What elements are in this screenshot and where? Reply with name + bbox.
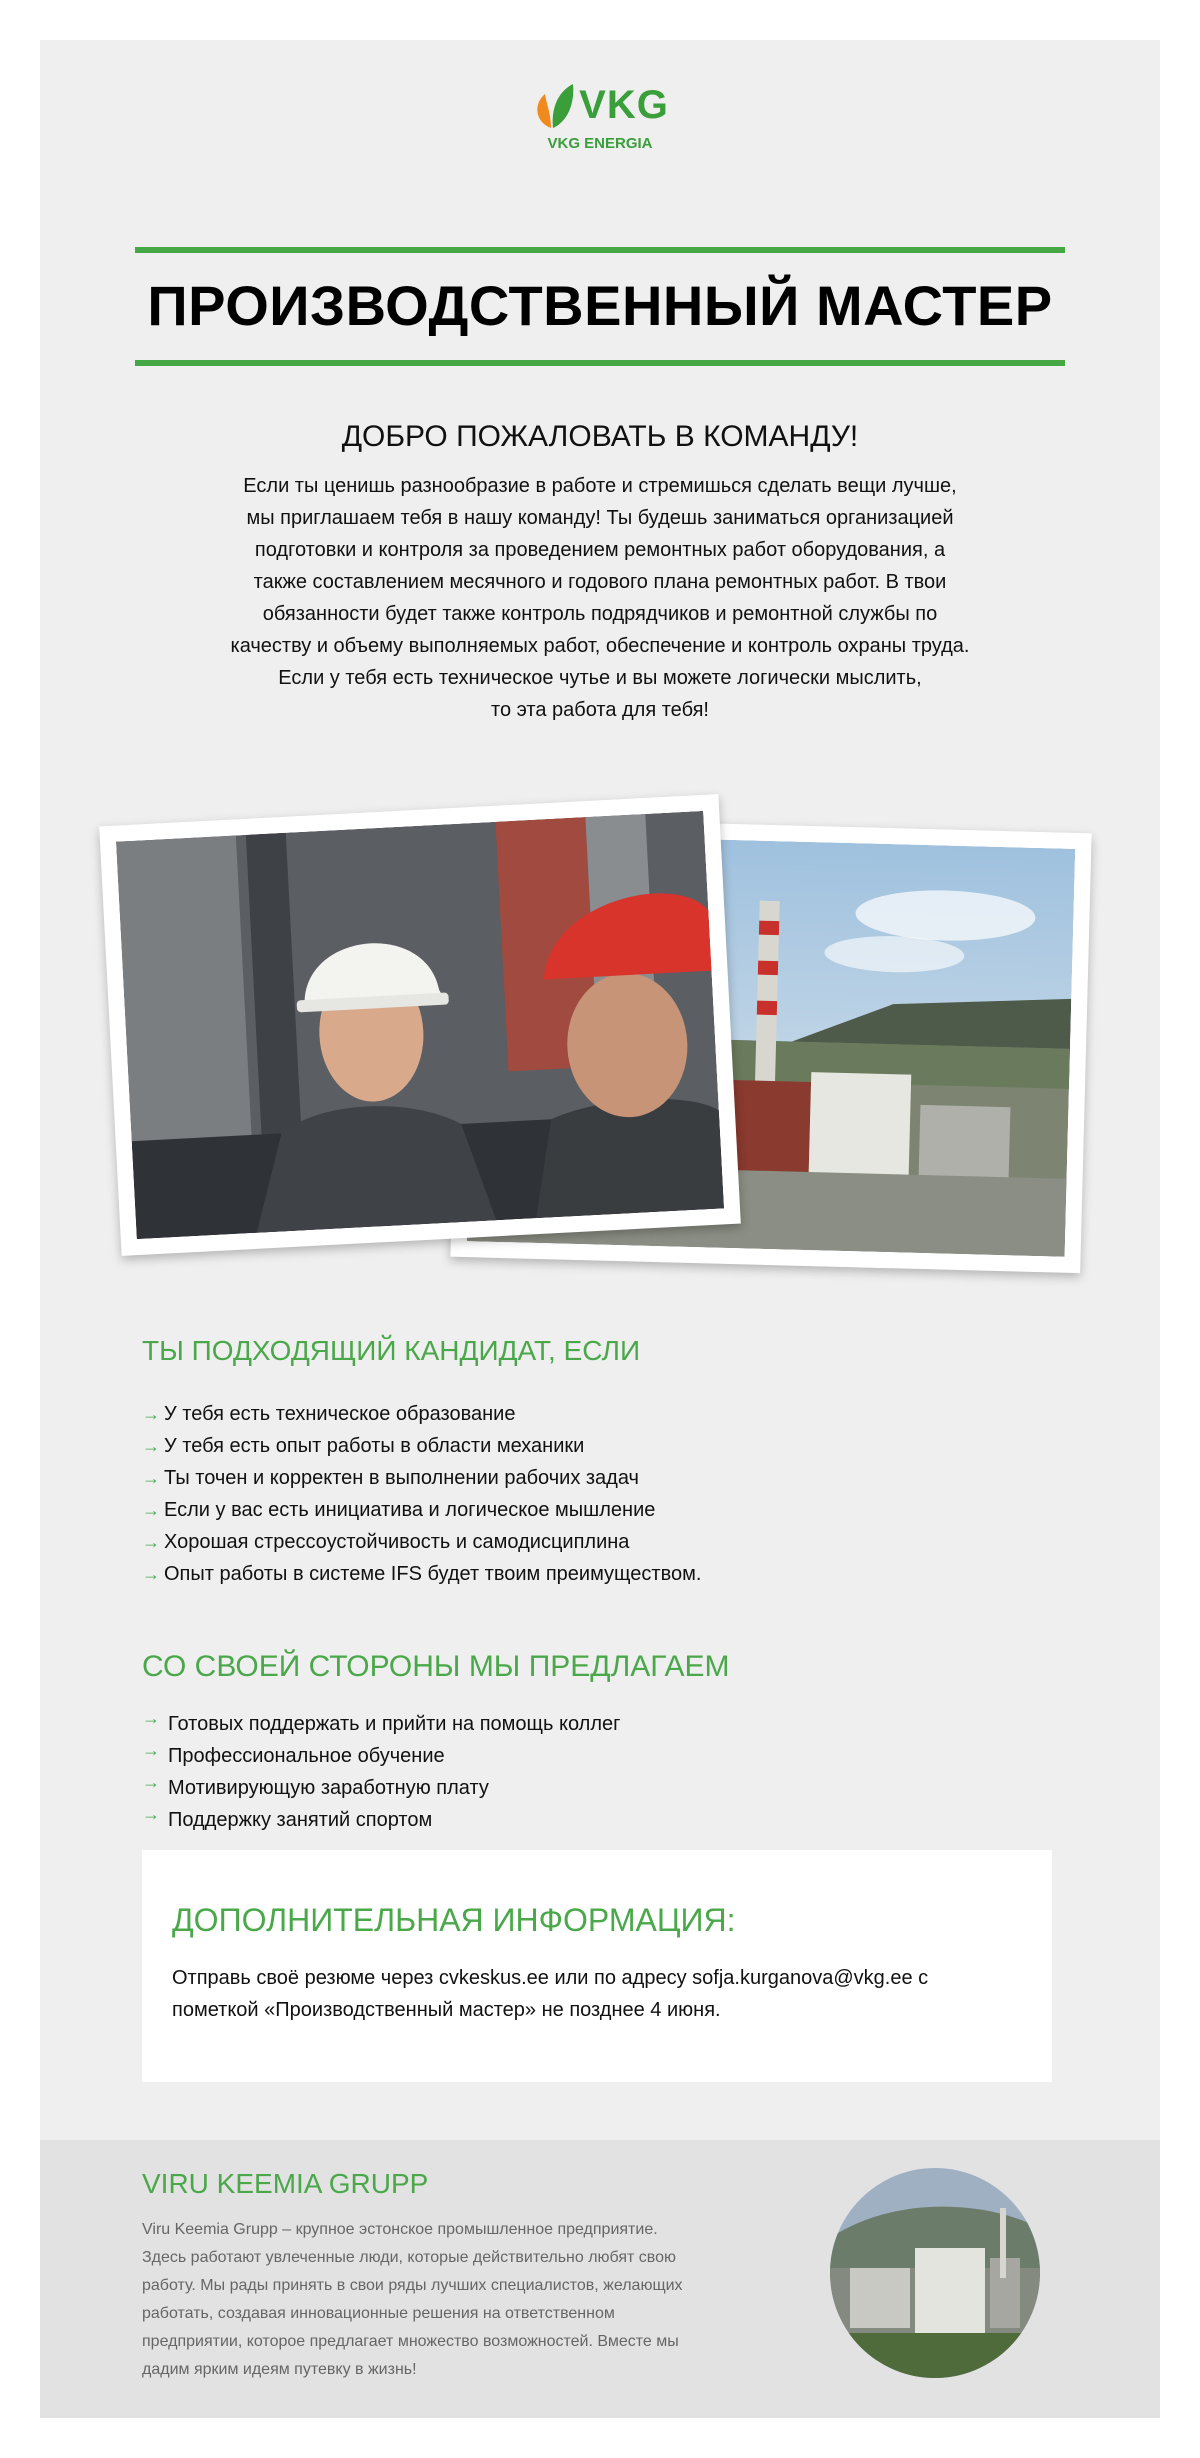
info-heading: ДОПОЛНИТЕЛЬНАЯ ИНФОРМАЦИЯ: xyxy=(172,1902,736,1938)
candidate-list xyxy=(142,1398,701,1590)
footer-line: Viru Keemia Grupp – крупное эстонское промышленное предприятие. xyxy=(142,2221,658,2238)
footer-line: работать, создавая инновационные решения на ответственном xyxy=(142,2305,615,2322)
arrow-icon: → xyxy=(142,1708,160,1728)
list-item: → Ты точен и корректен в выполнении рабочих задач xyxy=(142,1462,701,1494)
leaf-logo-icon xyxy=(531,80,575,130)
list-item: → Хорошая стрессоустойчивость и самодисциплина xyxy=(142,1526,701,1558)
arrow-icon: → xyxy=(142,1436,160,1456)
list-item: → У тебя есть опыт работы в области механики xyxy=(142,1430,701,1462)
company-footer xyxy=(40,2140,1160,2418)
arrow-icon: → xyxy=(142,1532,160,1552)
candidate-heading: ТЫ ПОДХОДЯЩИЙ КАНДИДАТ, ЕСЛИ xyxy=(142,1335,641,1366)
intro-line: обязанности будет также контроль подрядчиков и ремонтной службы по xyxy=(262,603,938,625)
footer-line: Здесь работают увлеченные люди, которые действительно любят свою xyxy=(142,2249,677,2266)
footer-heading: VIRU KEEMIA GRUPP xyxy=(142,2168,429,2199)
arrow-icon: → xyxy=(142,1500,160,1520)
arrow-icon: → xyxy=(142,1772,160,1792)
list-item: → Если у вас есть инициатива и логическое мышление xyxy=(142,1494,701,1526)
info-text xyxy=(172,1962,1012,2026)
list-item: → Поддержку занятий спортом xyxy=(142,1804,620,1836)
intro-text xyxy=(200,470,1000,726)
arrow-icon: → xyxy=(142,1804,160,1824)
logo-subtitle: VKG ENERGIA xyxy=(547,135,653,152)
offer-heading: СО СВОЕЙ СТОРОНЫ МЫ ПРЕДЛАГАЕМ xyxy=(142,1650,730,1683)
offer-list xyxy=(142,1708,620,1836)
title-bottom-rule xyxy=(135,360,1065,366)
arrow-icon: → xyxy=(142,1404,160,1424)
intro-line: Если ты ценишь разнообразие в работе и стремишься сделать вещи лучше, xyxy=(243,475,957,497)
intro-line: мы приглашаем тебя в нашу команду! Ты будешь заниматься организацией xyxy=(246,507,954,529)
intro-line: Если у тебя есть техническое чутье и вы можете логически мыслить, xyxy=(278,667,922,689)
arrow-icon: → xyxy=(142,1468,160,1488)
job-poster xyxy=(40,40,1160,2418)
logo-brand: VKG xyxy=(579,82,669,127)
list-item: → У тебя есть техническое образование xyxy=(142,1398,701,1430)
list-item: → Опыт работы в системе IFS будет твоим преимуществом. xyxy=(142,1558,701,1590)
list-item: → Профессиональное обучение xyxy=(142,1740,620,1772)
additional-info-box xyxy=(142,1850,1052,2082)
list-item: → Мотивирующую заработную плату xyxy=(142,1772,620,1804)
vkg-logo xyxy=(40,80,1160,152)
arrow-icon: → xyxy=(142,1564,160,1584)
list-item: → Готовых поддержать и прийти на помощь коллег xyxy=(142,1708,620,1740)
workers-photo-image xyxy=(116,811,724,1239)
intro-line: также составлением месячного и годового плана ремонтных работ. В твои xyxy=(253,571,947,593)
intro-line: то эта работа для тебя! xyxy=(491,699,709,721)
info-line: Отправь своё резюме через cvkeskus.ee или по адресу sofja.kurganova@vkg.ee с xyxy=(172,1967,929,1989)
arrow-icon: → xyxy=(142,1740,160,1760)
footer-line: работу. Мы рады принять в свои ряды лучших специалистов, желающих xyxy=(142,2277,683,2294)
footer-text xyxy=(142,2216,742,2384)
plant-round-photo xyxy=(830,2168,1040,2378)
footer-line: предприятии, которое предлагает множество возможностей. Вместе мы xyxy=(142,2333,679,2350)
intro-line: подготовки и контроля за проведением ремонтных работ оборудования, а xyxy=(254,539,946,561)
workers-photo xyxy=(99,794,741,1256)
title-block xyxy=(135,247,1065,366)
intro-line: качеству и объему выполняемых работ, обеспечение и контроль охраны труда. xyxy=(230,635,970,657)
footer-line: дадим ярким идеям путевку в жизнь! xyxy=(142,2361,417,2378)
page-title: ПРОИЗВОДСТВЕННЫЙ МАСТЕР xyxy=(147,274,1053,337)
welcome-heading: ДОБРО ПОЖАЛОВАТЬ В КОМАНДУ! xyxy=(341,420,859,453)
info-line: пометкой «Производственный мастер» не позднее 4 июня. xyxy=(172,1999,721,2021)
